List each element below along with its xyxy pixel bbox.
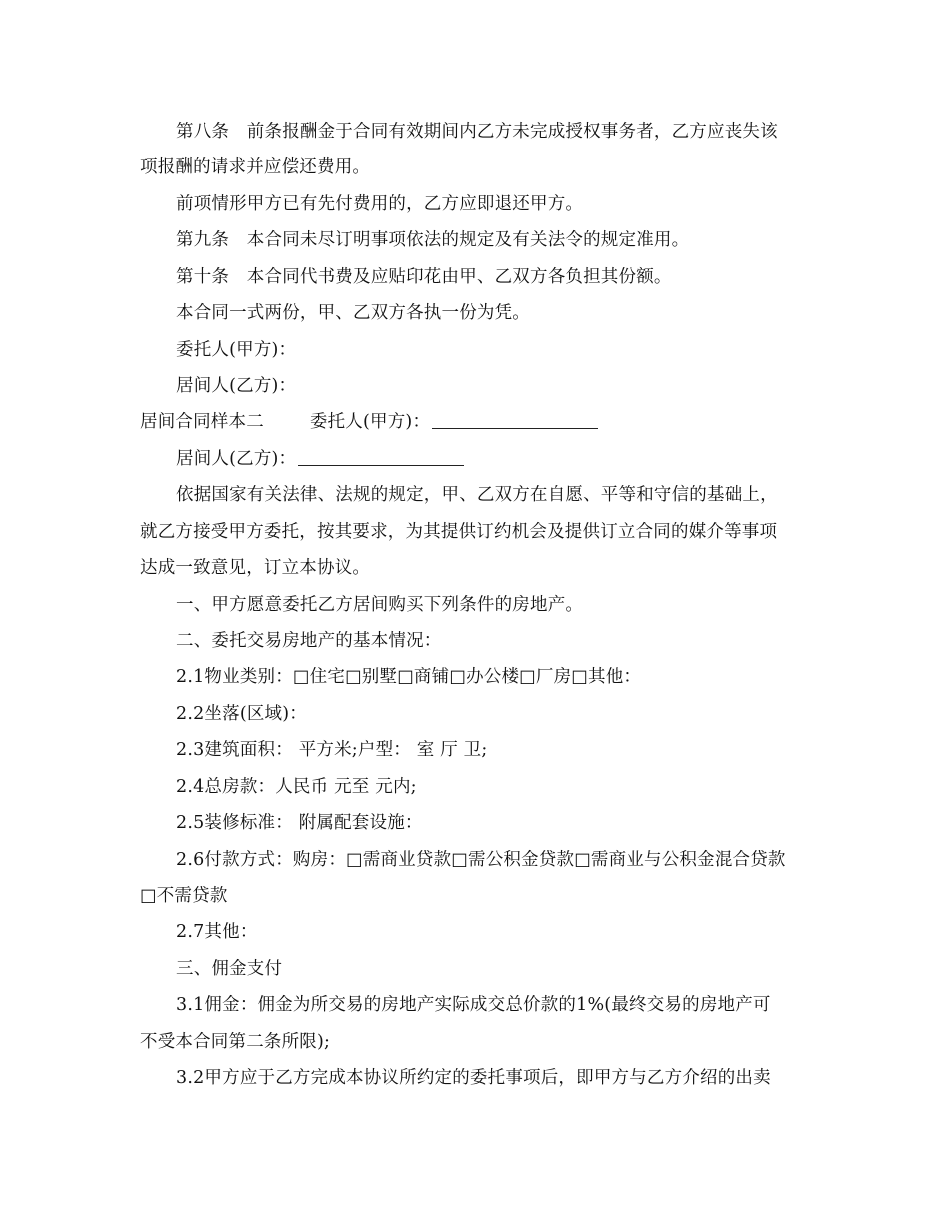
item-2-7: 2.7其他： bbox=[176, 922, 258, 942]
client-label-2: 委托人(甲方)： bbox=[309, 412, 431, 432]
section-1: 一、甲方愿意委托乙方居间购买下列条件的房地产。 bbox=[176, 595, 584, 615]
paragraph-refund: 前项情形甲方已有先付费用的，乙方应即退还甲方。 bbox=[176, 194, 584, 214]
article-8-line-2: 项报酬的请求并应偿还费用。 bbox=[140, 157, 371, 177]
section-2: 二、委托交易房地产的基本情况： bbox=[176, 631, 442, 651]
intermediary-line-2 bbox=[176, 447, 856, 471]
item-2-6-line-2: □不需贷款 bbox=[140, 886, 228, 906]
signature-blank-client bbox=[432, 412, 598, 429]
item-3-2-line-1: 3.2甲方应于乙方完成本协议所约定的委托事项后，即甲方与乙方介绍的出卖 bbox=[176, 1068, 771, 1088]
intermediary-label-2: 居间人(乙方)： bbox=[176, 449, 297, 469]
sample-two-title: 居间合同样本二 bbox=[140, 412, 264, 432]
article-8-line-1: 第八条 前条报酬金于合同有效期间内乙方未完成授权事务者，乙方应丧失该 bbox=[176, 122, 778, 142]
item-2-1: 2.1物业类别：□住宅□别墅□商铺□办公楼□厂房□其他： bbox=[176, 667, 642, 687]
signature-blank-intermediary bbox=[298, 449, 464, 466]
intermediary-label: 居间人(乙方)： bbox=[176, 376, 297, 396]
article-10: 第十条 本合同代书费及应贴印花由甲、乙双方各负担其份额。 bbox=[176, 267, 672, 287]
item-2-5: 2.5装修标准： 附属配套设施： bbox=[176, 813, 423, 833]
client-label: 委托人(甲方)： bbox=[176, 340, 297, 360]
item-3-1-line-1: 3.1佣金：佣金为所交易的房地产实际成交总价款的1%(最终交易的房地产可 bbox=[176, 995, 771, 1015]
item-2-2: 2.2坐落(区域)： bbox=[176, 704, 307, 724]
article-9: 第九条 本合同未尽订明事项依法的规定及有关法令的规定准用。 bbox=[176, 230, 690, 250]
copies-clause: 本合同一式两份，甲、乙双方各执一份为凭。 bbox=[176, 303, 530, 323]
preamble-line-2: 就乙方接受甲方委托，按其要求，为其提供订约机会及提供订立合同的媒介等事项 bbox=[140, 522, 778, 542]
item-2-6-line-1: 2.6付款方式：购房：□需商业贷款□需公积金贷款□需商业与公积金混合贷款 bbox=[176, 850, 786, 870]
item-2-3: 2.3建筑面积： 平方米;户型： 室 厅 卫; bbox=[176, 740, 488, 760]
sample-two-header-line bbox=[140, 410, 820, 434]
item-3-1-line-2: 不受本合同第二条所限); bbox=[140, 1032, 331, 1052]
preamble-line-3: 达成一致意见，订立本协议。 bbox=[140, 558, 371, 578]
preamble-line-1: 依据国家有关法律、法规的规定，甲、乙双方在自愿、平等和守信的基础上， bbox=[176, 485, 778, 505]
item-2-4: 2.4总房款：人民币 元至 元内; bbox=[176, 777, 417, 797]
section-3: 三、佣金支付 bbox=[176, 959, 283, 979]
